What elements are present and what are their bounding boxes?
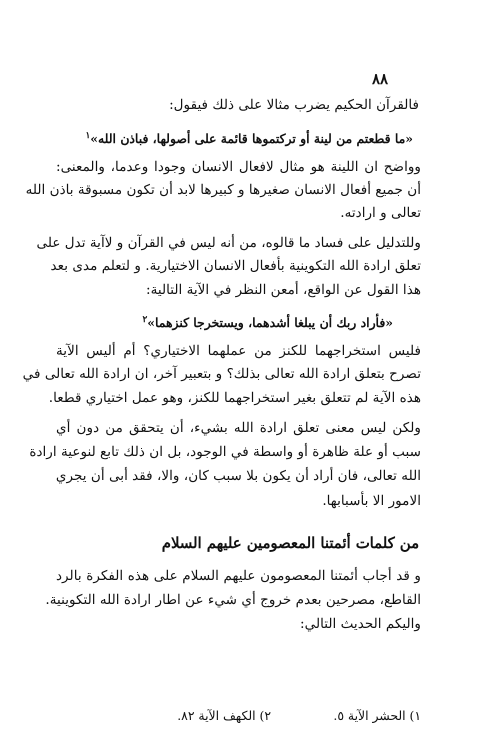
- page-number: ٨٨: [372, 70, 389, 88]
- text-line-8: هذا القول عن الواقع، أمعن النظر في الآية التالية:: [146, 282, 421, 298]
- footnote-2: ٢) الكهف الآية ٨٢.: [177, 708, 271, 723]
- text-line-15: الله تعالى، فان أراد أن يكون بلا سبب كان، والا، فقد أبى أن يجري: [55, 468, 421, 484]
- text-line-19: واليكم الحديث التالي:: [300, 616, 421, 632]
- text-line-1: فالقرآن الحكيم يضرب مثالا على ذلك فيقول:: [169, 97, 419, 113]
- text-line-10: فليس استخراجهما للكنز من عملهما الاختياري؟ أم أليس الآية: [56, 343, 421, 359]
- text-line-18: القاطع، مصرحين بعدم خروج أي شيء عن اطار ارادة الله التكوينية.: [45, 592, 421, 608]
- text-line-3: وواضح ان اللينة هو مثال لافعال الانسان وجودا وعدما، والمعنى:: [56, 159, 421, 175]
- text-line-5: تعالى و ارادته.: [340, 205, 421, 221]
- text-line-12: هذه الآية لم تتعلق بغير استخراجهما للكنز، وهو عمل اختياري قطعا.: [48, 390, 421, 406]
- text-line-6: وللتدليل على فساد ما قالوه، من أنه ليس في القرآن و لاآية تدل على: [36, 235, 421, 251]
- quran-quote-2: [142, 310, 393, 333]
- text-line-17: و قد أجاب أئمتنا المعصومون عليهم السلام على هذه الفكرة بالرد: [56, 568, 421, 584]
- footnote-ref-2: ٢: [142, 315, 148, 325]
- text-line-13: ولكن ليس معنى تعلق ارادة الله بشيء، أن يتحقق من دون أي: [56, 420, 421, 436]
- text-line-11: تصرح بتعلق ارادة الله تعالى بذلك؟ و بتعبير آخر، ان ارادة الله تعالى في: [22, 366, 421, 382]
- section-heading: من كلمات أئمتنا المعصومين عليهم السلام: [161, 535, 419, 552]
- quran-quote-1: [85, 126, 413, 149]
- footnote-1: ١) الحشر الآية ٥.: [333, 708, 421, 723]
- text-line-14: سبب أو علة ظاهرة أو واسطة في الوجود، بل ان ذلك تابع لنوعية ارادة: [29, 444, 421, 460]
- quote-text: «ما قطعتم من لينة أو تركتموها قائمة على أصولها، فباذن الله»: [90, 131, 413, 147]
- footnote-ref-1: ١: [85, 131, 91, 141]
- text-line-4: أن جميع أفعال الانسان صغيرها و كبيرها لابد أن تكون مسبوقة باذن الله: [25, 182, 421, 198]
- quote-text: «فأراد ربك أن يبلغا أشدهما، ويستخرجا كنزهما»: [147, 315, 393, 331]
- text-line-7: تعلق ارادة الله التكوينية بأفعال الانسان الاختيارية. و لتعلم مدى بعد: [50, 258, 421, 274]
- text-line-16: الامور الا بأسبابها.: [322, 493, 421, 509]
